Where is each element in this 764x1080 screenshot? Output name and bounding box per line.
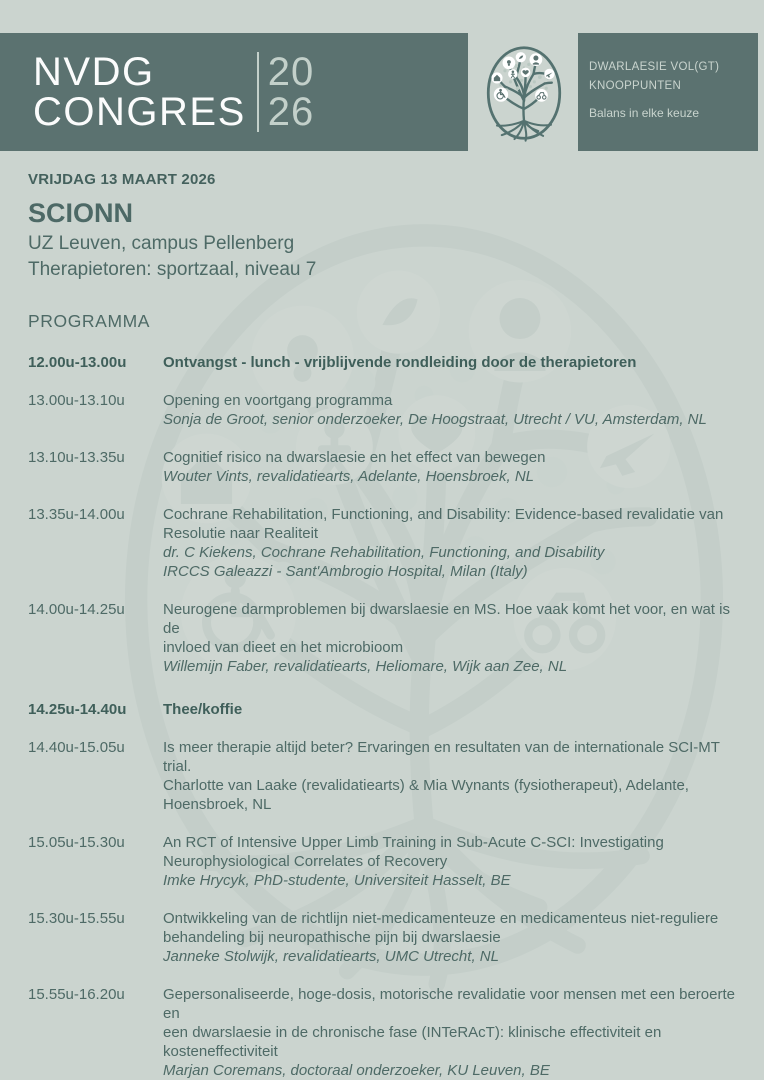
venue-room: Therapietoren: sportzaal, niveau 7: [28, 259, 317, 280]
program-row: [28, 391, 736, 429]
brand-title: [33, 52, 246, 132]
year-divider: [257, 52, 259, 132]
year-line-1: 20: [267, 50, 315, 94]
session-title-line: Neurogene darmproblemen bij dwarslaesie en MS. Hoe vaak komt het voor, en wat is de: [163, 601, 730, 637]
session-speaker-line: Willemijn Faber, revalidatiearts, Heliomare, Wijk aan Zee, NL: [163, 658, 568, 675]
session-speaker-line: Janneke Stolwijk, revalidatiearts, UMC Utrecht, NL: [163, 948, 499, 965]
program-row: [28, 985, 736, 1080]
program-row: [28, 600, 736, 676]
session-speaker-line: dr. C Kiekens, Cochrane Rehabilitation, Functioning, and Disability: [163, 544, 605, 561]
session-title-line: Thee/koffie: [163, 701, 243, 718]
session-time: 14.00u-14.25u: [28, 601, 125, 618]
session-description: [163, 985, 736, 1080]
brand-year: [268, 52, 315, 132]
session-title-line: Cochrane Rehabilitation, Functioning, and Disability: Evidence-based revalidatie van: [163, 506, 724, 523]
session-time: 14.25u-14.40u: [28, 701, 127, 718]
session-speaker-line: Imke Hrycyk, PhD-studente, Universiteit Hasselt, BE: [163, 872, 511, 889]
program-row: [28, 353, 736, 372]
session-time: 12.00u-13.00u: [28, 354, 127, 371]
program-row: [28, 700, 736, 719]
session-time: 15.05u-15.30u: [28, 834, 125, 851]
session-description: [163, 448, 736, 486]
brand-line-1: NVDG: [33, 50, 155, 94]
session-speaker-line: Hoensbroek, NL: [163, 796, 272, 813]
session-title-line: Resolutie naar Realiteit: [163, 525, 319, 542]
session-title-line: Neurophysiological Correlates of Recovery: [163, 853, 448, 870]
theme-title: [589, 58, 750, 95]
session-time: 13.00u-13.10u: [28, 392, 125, 409]
session-title-line: kosteneffectiviteit: [163, 1043, 278, 1060]
venue-location: UZ Leuven, campus Pellenberg: [28, 233, 295, 254]
session-time: 13.10u-13.35u: [28, 449, 125, 466]
program-row: [28, 833, 736, 890]
session-speaker-line: IRCCS Galeazzi - Sant'Ambrogio Hospital, Milan (Italy): [163, 563, 528, 580]
session-title-line: Ontwikkeling van de richtlijn niet-medicamenteuze en medicamenteus niet-reguliere: [163, 910, 719, 927]
venue-details: [28, 231, 736, 283]
session-description: [163, 909, 736, 966]
session-time: 13.35u-14.00u: [28, 506, 125, 523]
event-date: VRIJDAG 13 MAART 2026: [28, 171, 216, 188]
program-rows: [28, 353, 736, 1080]
session-title-line: Opening en voortgang programma: [163, 392, 393, 409]
session-description: [163, 391, 736, 429]
theme-title-line-2: KNOOPPUNTEN: [589, 79, 682, 92]
session-title-line: Cognitief risico na dwarslaesie en het effect van bewegen: [163, 449, 546, 466]
session-title-line: An RCT of Intensive Upper Limb Training in Sub-Acute C-SCI: Investigating: [163, 834, 664, 851]
session-description: [163, 353, 736, 372]
session-time: 15.30u-15.55u: [28, 910, 125, 927]
header-band: [0, 33, 468, 151]
program-heading: PROGRAMMA: [28, 311, 151, 331]
session-title-line: Is meer therapie altijd beter? Ervaringen en resultaten van de internationale SCI-MT trial.: [163, 739, 720, 775]
session-description: [163, 700, 736, 719]
session-description: [163, 600, 736, 676]
brand-line-2: CONGRES: [33, 90, 246, 134]
session-title-line: Gepersonaliseerde, hoge-dosis, motorische revalidatie voor mensen met een beroerte en: [163, 986, 735, 1022]
tree-logo-icon: [476, 39, 572, 147]
session-time: 14.40u-15.05u: [28, 739, 125, 756]
brand-lockup: [33, 52, 314, 132]
program-row: [28, 505, 736, 581]
theme-subtitle: Balans in elke keuze: [589, 106, 700, 120]
session-description: [163, 738, 736, 814]
session-time: 15.55u-16.20u: [28, 986, 125, 1003]
theme-title-line-1: DWARLAESIE VOL(GT): [589, 61, 720, 73]
session-speaker-line: Wouter Vints, revalidatiearts, Adelante, Hoensbroek, NL: [163, 468, 535, 485]
session-title-line: behandeling bij neuropathische pijn bij dwarslaesie: [163, 929, 501, 946]
session-speaker-line: Charlotte van Laake (revalidatiearts) & Mia Wynants (fysiotherapeut), Adelante,: [163, 777, 689, 794]
theme-panel: [578, 33, 758, 151]
venue-name: SCIONN: [28, 198, 134, 228]
session-title-line: een dwarslaesie in de chronische fase (INTeRAcT): klinische effectiviteit en: [163, 1024, 662, 1041]
session-title-line: invloed van dieet en het microbioom: [163, 639, 404, 656]
main-content: [28, 170, 736, 1080]
session-title-line: Ontvangst - lunch - vrijblijvende rondleiding door de therapietoren: [163, 354, 637, 371]
session-speaker-line: Marjan Coremans, doctoraal onderzoeker, KU Leuven, BE: [163, 1062, 550, 1079]
program-row: [28, 738, 736, 814]
session-description: [163, 833, 736, 890]
session-speaker-line: Sonja de Groot, senior onderzoeker, De Hoogstraat, Utrecht / VU, Amsterdam, NL: [163, 411, 707, 428]
program-row: [28, 448, 736, 486]
program-row: [28, 909, 736, 966]
session-description: [163, 505, 736, 581]
year-line-2: 26: [267, 90, 315, 134]
